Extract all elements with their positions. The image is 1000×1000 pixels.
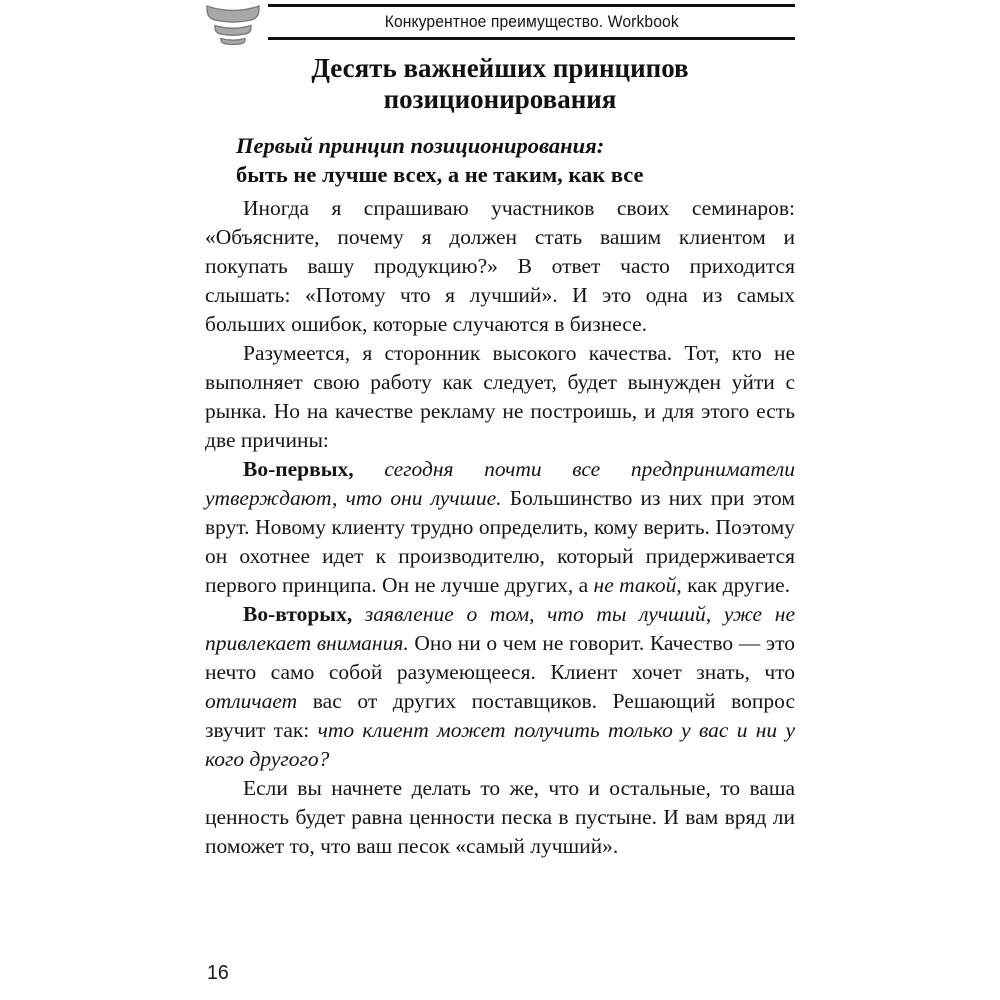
header-rule-box [268,4,795,40]
body-paragraph [205,774,795,861]
page-number: 16 [207,961,229,984]
text-segment-bold: Во-первых, [243,457,385,481]
text-segment-normal: Иногда я спрашиваю участников своих семинаров: «Объясните, почему я должен стать вашим клиентом и покупать вашу продукцию?» В ответ часто приходится слышать: «Потому что я лучший». И это одна из самых больших ошибок, которые случаются в бизнесе. [205,196,795,336]
text-segment-normal: , как другие. [676,573,791,597]
text-segment-italic: сегодня почти все предприниматели утверждают, что они лучшие. [205,457,795,510]
running-title: Конкурентное преимущество. Workbook [384,12,679,31]
body-text [205,194,795,861]
chapter-title-line2: позиционирования [383,84,617,114]
running-header [205,4,795,46]
text-segment-normal: вас от других поставщиков. Решающий вопрос звучит так: [205,689,795,742]
publisher-logo-icon [205,4,261,46]
body-paragraph [205,339,795,455]
body-paragraph [205,455,795,600]
text-segment-italic: отличает [205,689,298,713]
body-paragraph [205,600,795,774]
chapter-title [205,53,795,115]
text-segment-italic: не такой [593,573,677,597]
text-segment-normal: Разумеется, я сторонник высокого качества. Тот, кто не выполняет свою работу как следует, будет вынужден уйти с рынка. Но на качестве рекламу не построишь, и для этого есть две причины: [205,341,795,452]
text-segment-italic: что клиент может получить только у вас и ни у кого другого? [205,718,795,771]
body-paragraph [205,194,795,339]
text-segment-normal: Если вы начнете делать то же, что и остальные, то ваша ценность будет равна ценности песка в пустыне. И вам вряд ли поможет то, что ваш песок «самый лучший». [205,776,795,858]
text-segment-normal: Оно ни о чем не говорит. Качество — это нечто само собой разумеющееся. Клиент хочет знать, что [205,631,795,684]
text-segment-normal: Большинство из них при этом врут. Новому клиенту трудно определить, кому верить. Поэтому он охотнее идет к производителю, который придерживается первого принципа. Он не лучше других, а [205,486,795,597]
text-segment-bold: Во-вторых, [243,602,365,626]
section-subtitle-line1: Первый принцип позиционирования: [236,133,605,158]
section-subtitle [236,131,796,189]
chapter-title-line1: Десять важнейших принципов [311,53,689,83]
section-subtitle-line2: быть не лучше всех, а не таким, как все [236,162,644,187]
text-segment-italic: заявление о том, что ты лучший, уже не привлекает внимания. [205,602,795,655]
